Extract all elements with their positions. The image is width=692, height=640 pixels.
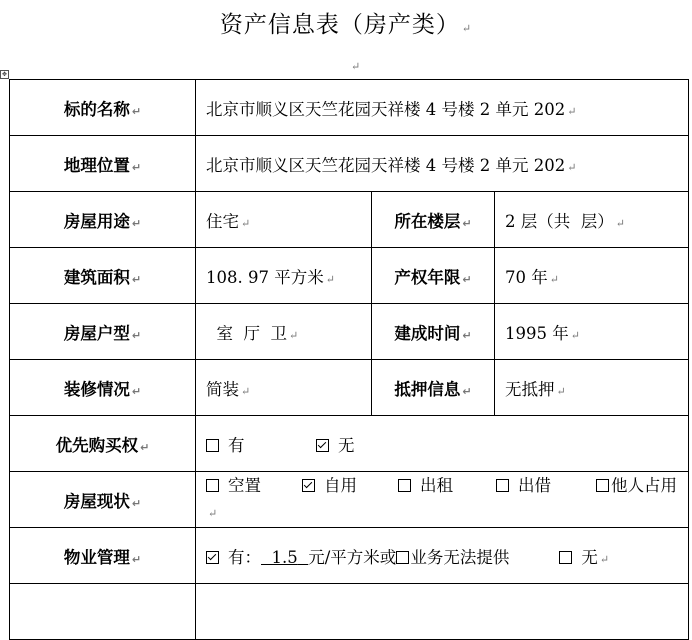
table-row [10, 360, 689, 416]
label-subject-name: 标的名称 ↵ [10, 80, 196, 136]
table-row [10, 472, 689, 528]
checkbox-lent[interactable] [496, 479, 509, 492]
status-option-rented[interactable]: 出租 [398, 473, 496, 499]
paragraph-mark: ↵ [351, 60, 361, 73]
table-row [10, 248, 689, 304]
value-location[interactable]: 北京市顺义区天竺花园天祥楼 4 号楼 2 单元 202 ↵ [196, 136, 689, 192]
value-property-mgmt: 有： 1.5 元/平方米或 业务无法提供 无 ↵ [196, 528, 689, 584]
label-location: 地理位置 ↵ [10, 136, 196, 192]
value-preemption [196, 416, 689, 472]
value-usage[interactable]: 住宅 ↵ [196, 192, 372, 248]
status-option-lent[interactable]: 出借 [496, 473, 596, 499]
checkbox-yes[interactable] [206, 439, 219, 452]
table-row [10, 416, 689, 472]
asset-info-table [9, 79, 689, 640]
checkbox-rented[interactable] [398, 479, 411, 492]
value-floor[interactable]: 2 层（共 层） ↵ [495, 192, 689, 248]
value-subject-name[interactable]: 北京市顺义区天竺花园天祥楼 4 号楼 2 单元 202 ↵ [196, 80, 689, 136]
checkbox-vacant[interactable] [206, 479, 219, 492]
label-term: 产权年限 ↵ [372, 248, 495, 304]
status-option-self-use[interactable]: 自用 [302, 473, 398, 499]
table-row [10, 80, 689, 136]
label-preemption: 优先购买权 ↵ [10, 416, 196, 472]
checkbox-mgmt-none-service[interactable] [396, 551, 409, 564]
table-row [10, 136, 689, 192]
checkbox-no[interactable] [316, 439, 329, 452]
table-move-handle-icon[interactable]: ✥ [1, 71, 8, 78]
label-status: 房屋现状 ↵ [10, 472, 196, 528]
status-option-vacant[interactable]: 空置 [206, 473, 302, 499]
checkbox-self-use[interactable] [302, 479, 315, 492]
label-floor: 所在楼层 ↵ [372, 192, 495, 248]
table-row [10, 192, 689, 248]
preemption-option-yes[interactable]: 有 [206, 432, 316, 456]
checkbox-occupied[interactable] [596, 479, 609, 492]
value-layout[interactable]: 室 厅 卫 ↵ [196, 304, 372, 360]
checkbox-mgmt-yes[interactable] [206, 551, 219, 564]
fee-field[interactable]: 1.5 [271, 547, 298, 567]
page-title: 资产信息表（房产类） ↵ [219, 12, 473, 38]
preemption-option-no[interactable]: 无 [316, 432, 355, 456]
label-empty [10, 584, 196, 640]
label-property-mgmt: 物业管理 ↵ [10, 528, 196, 584]
value-term[interactable]: 70 年 ↵ [495, 248, 689, 304]
checkbox-mgmt-no[interactable] [559, 551, 572, 564]
value-mortgage[interactable]: 无抵押 ↵ [495, 360, 689, 416]
label-built-year: 建成时间 ↵ [372, 304, 495, 360]
label-mortgage: 抵押信息 ↵ [372, 360, 495, 416]
status-option-occupied[interactable]: 他人占用 [596, 476, 677, 495]
table-row [10, 304, 689, 360]
value-decoration[interactable]: 简装 ↵ [196, 360, 372, 416]
label-usage: 房屋用途 ↵ [10, 192, 196, 248]
value-built-year[interactable]: 1995 年 ↵ [495, 304, 689, 360]
value-area[interactable]: 108. 97 平方米 ↵ [196, 248, 372, 304]
value-status: 空置 自用 出租 出借 他人占用↵ [196, 472, 689, 528]
value-empty[interactable] [196, 584, 689, 640]
table-row [10, 528, 689, 584]
label-area: 建筑面积 ↵ [10, 248, 196, 304]
table-row [10, 584, 689, 640]
label-decoration: 装修情况 ↵ [10, 360, 196, 416]
label-layout: 房屋户型 ↵ [10, 304, 196, 360]
